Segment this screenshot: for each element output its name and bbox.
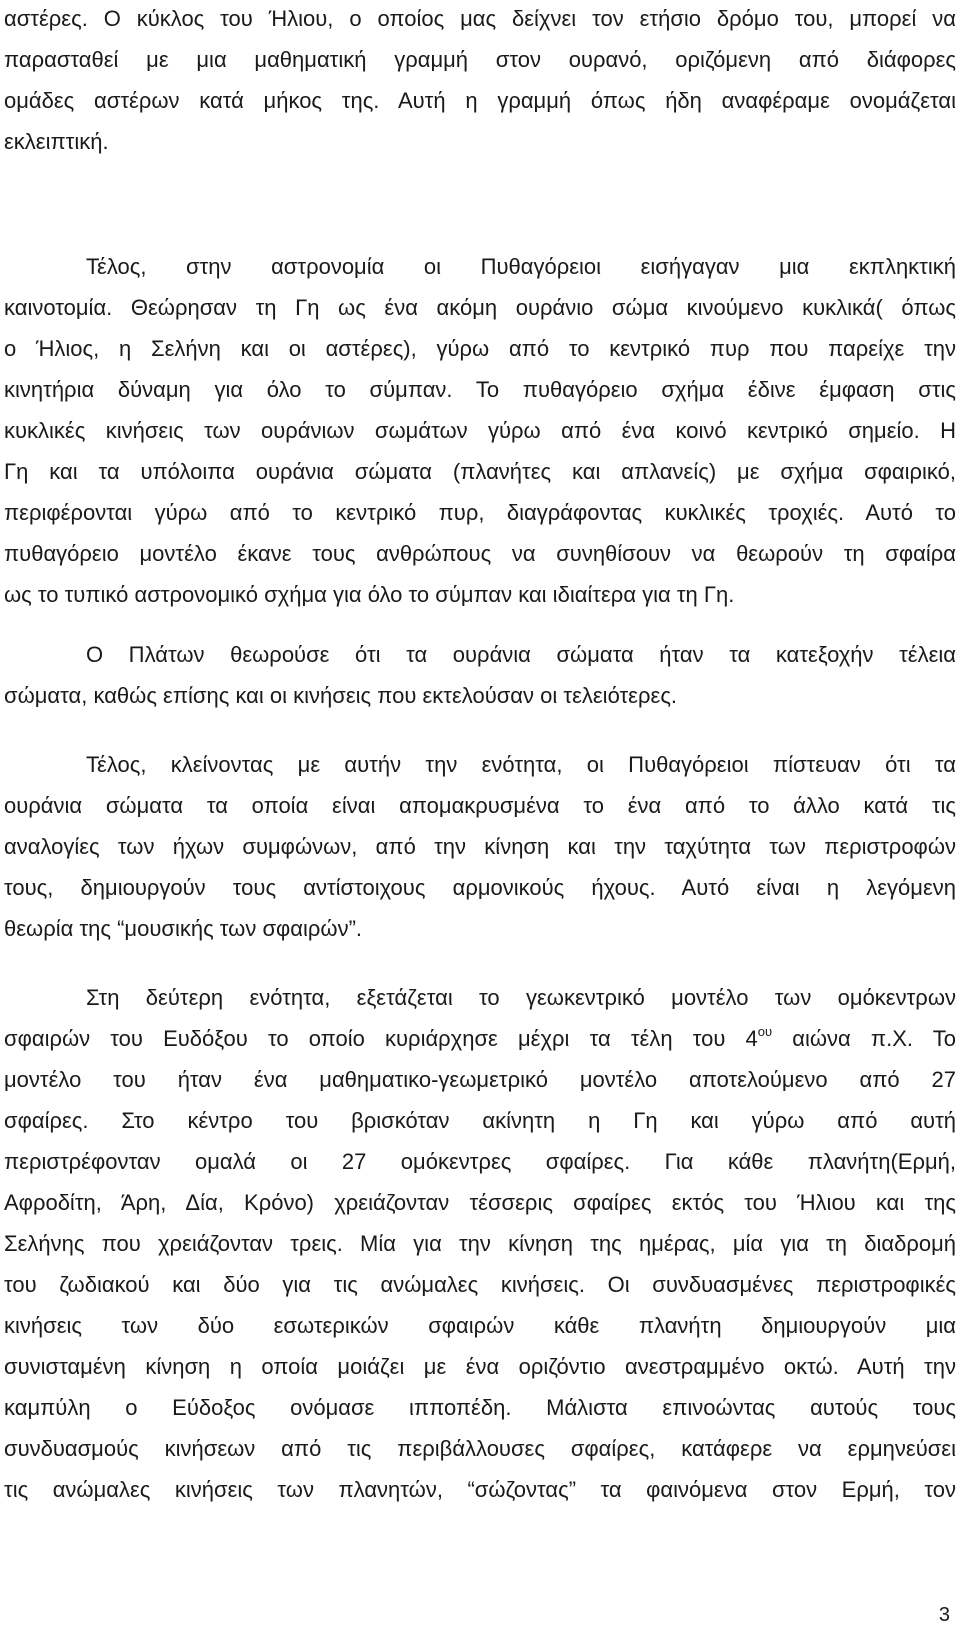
text-line: Τέλος, κλείνοντας με αυτήν την ενότητα, οι Πυθαγόρειοι πίστευαν ότι τα <box>86 752 956 777</box>
text-line: αναλογίες των ήχων συμφώνων, από την κίνηση και την ταχύτητα των περιστροφών <box>4 834 956 859</box>
page-number: 3 <box>938 1604 950 1626</box>
text-line: μοντέλο του ήταν ένα μαθηματικο-γεωμετρικό μοντέλο αποτελούμενο από 27 <box>4 1067 956 1092</box>
text-line: κινήσεις των δύο εσωτερικών σφαιρών κάθε πλανήτη δημιουργούν μια <box>4 1313 956 1338</box>
text-line: Ο Πλάτων θεωρούσε ότι τα ουράνια σώματα ήταν τα κατεξοχήν τέλεια <box>86 642 956 667</box>
text-line: περιφέρονται γύρω από το κεντρικό πυρ, διαγράφοντας κυκλικές τροχιές. Αυτό το <box>4 500 956 525</box>
text-line: Αφροδίτη, Άρη, Δία, Κρόνο) χρειάζονταν τέσσερις σφαίρες εκτός του Ήλιου και της <box>4 1190 956 1215</box>
text-line: καμπύλη ο Εύδοξος ονόμασε ιπποπέδη. Μάλιστα επινοώντας αυτούς τους <box>4 1395 956 1420</box>
text-line: του ζωδιακού και δύο για τις ανώμαλες κινήσεις. Οι συνδυασμένες περιστροφικές <box>4 1272 956 1297</box>
text-line: πυθαγόρειο μοντέλο έκανε τους ανθρώπους να συνηθίσουν να θεωρούν τη σφαίρα <box>4 541 956 566</box>
text-line: ουράνια σώματα τα οποία είναι απομακρυσμένα το ένα από το άλλο κατά τις <box>4 793 956 818</box>
text-line: ως το τυπικό αστρονομικό σχήμα για όλο το σύμπαν και ιδιαίτερα για τη Γη. <box>4 582 735 607</box>
text-line: κυκλικές κινήσεις των ουράνιων σωμάτων γύρω από ένα κοινό κεντρικό σημείο. Η <box>4 418 956 443</box>
text-line: Σελήνης που χρειάζονταν τρεις. Μία για την κίνηση της ημέρας, μία για τη διαδρομή <box>4 1231 956 1256</box>
text-line-with-superscript <box>4 1024 956 1054</box>
text-line: παρασταθεί με μια μαθηματική γραμμή στον ουρανό, οριζόμενη από διάφορες <box>4 47 956 72</box>
text-fragment: σφαιρών του Ευδόξου το οποίο κυριάρχησε μέχρι τα τέλη του 4 <box>4 1026 758 1051</box>
text-line: ομάδες αστέρων κατά μήκος της. Αυτή η γραμμή όπως ήδη αναφέραμε ονομάζεται <box>4 88 956 113</box>
text-line: περιστρέφονταν ομαλά οι 27 ομόκεντρες σφαίρες. Για κάθε πλανήτη(Ερμή, <box>4 1149 956 1174</box>
text-line: Τέλος, στην αστρονομία οι Πυθαγόρειοι εισήγαγαν μια εκπληκτική <box>86 254 956 279</box>
text-line: ο Ήλιος, η Σελήνη και οι αστέρες), γύρω από το κεντρικό πυρ που παρείχε την <box>4 336 956 361</box>
text-line: Στη δεύτερη ενότητα, εξετάζεται το γεωκεντρικό μοντέλο των ομόκεντρων <box>86 985 956 1010</box>
text-line: θεωρία της “μουσικής των σφαιρών”. <box>4 916 363 941</box>
text-line: Γη και τα υπόλοιπα ουράνια σώματα (πλανήτες και απλανείς) με σχήμα σφαιρικό, <box>4 459 956 484</box>
text-line: συνδυασμούς κινήσεων από τις περιβάλλουσες σφαίρες, κατάφερε να ερμηνεύσει <box>4 1436 956 1461</box>
text-line: συνισταμένη κίνηση η οποία μοιάζει με ένα οριζόντιο ανεστραμμένο οκτώ. Αυτή την <box>4 1354 956 1379</box>
text-line: σφαίρες. Στο κέντρο του βρισκόταν ακίνητη η Γη και γύρω από αυτή <box>4 1108 956 1133</box>
text-line: καινοτομία. Θεώρησαν τη Γη ως ένα ακόμη ουράνιο σώμα κινούμενο κυκλικά( όπως <box>4 295 956 320</box>
text-line: τους, δημιουργούν τους αντίστοιχους αρμονικούς ήχους. Αυτό είναι η λεγόμενη <box>4 875 956 900</box>
text-line: εκλειπτική. <box>4 129 109 154</box>
text-line: αστέρες. Ο κύκλος του Ήλιου, ο οποίος μας δείχνει τον ετήσιο δρόμο του, μπορεί να <box>4 6 956 31</box>
text-line: κινητήρια δύναμη για όλο το σύμπαν. Το πυθαγόρειο σχήμα έδινε έμφαση στις <box>4 377 956 402</box>
text-line: τις ανώμαλες κινήσεις των πλανητών, “σώζοντας” τα φαινόμενα στον Ερμή, τον <box>4 1477 956 1502</box>
text-line: σώματα, καθώς επίσης και οι κινήσεις που εκτελούσαν οι τελειότερες. <box>4 683 678 708</box>
superscript: ου <box>757 1024 773 1039</box>
text-fragment: αιώνα π.Χ. Το <box>772 1026 956 1051</box>
